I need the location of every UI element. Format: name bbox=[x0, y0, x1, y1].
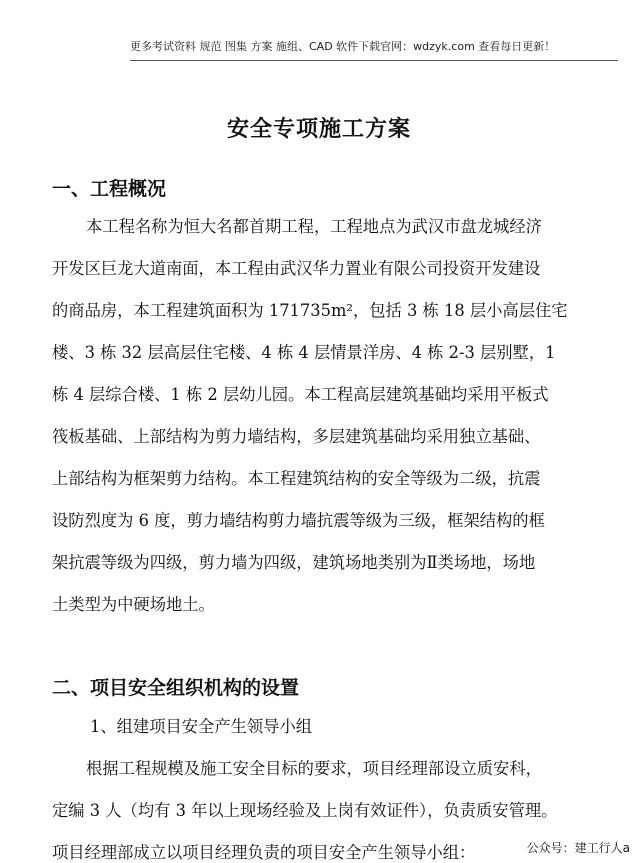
paragraph-line: 开发区巨龙大道南面，本工程由武汉华力置业有限公司投资开发建设 bbox=[52, 259, 541, 278]
paragraph-line: 栋 4 层综合楼、1 栋 2 层幼儿园。本工程高层建筑基础均采用平板式 bbox=[52, 385, 549, 404]
section-2-heading: 二、项目安全组织机构的设置 bbox=[52, 677, 300, 699]
paragraph-line: 设防烈度为 6 度，剪力墙结构剪力墙抗震等级为三级，框架结构的框 bbox=[52, 511, 545, 530]
paragraph-line: 的商品房，本工程建筑面积为 171735m²，包括 3 栋 18 层小高层住宅 bbox=[52, 301, 568, 320]
paragraph-line: 筏板基础、上部结构为剪力墙结构，多层建筑基础均采用独立基础、 bbox=[52, 427, 541, 446]
paragraph-line: 定编 3 人（均有 3 年以上现场经验及上岗有效证件），负责质安管理。 bbox=[52, 801, 558, 820]
paragraph-line: 上部结构为框架剪力结构。本工程建筑结构的安全等级为二级，抗震 bbox=[52, 469, 541, 488]
document-title: 安全专项施工方案 bbox=[226, 116, 411, 142]
paragraph-line: 架抗震等级为四级，剪力墙为四级，建筑场地类别为Ⅱ类场地，场地 bbox=[52, 553, 536, 572]
paragraph-line: 楼、3 栋 32 层高层住宅楼、4 栋 4 层情景洋房、4 栋 2-3 层别墅，1 bbox=[52, 343, 556, 362]
subsection-heading: 1、组建项目安全产生领导小组 bbox=[90, 717, 313, 736]
paragraph-line: 根据工程规模及施工安全目标的要求，项目经理部设立质安科， bbox=[86, 759, 542, 778]
paragraph-line: 土类型为中硬场地土。 bbox=[52, 595, 215, 614]
paragraph-line: 本工程名称为恒大名都首期工程，工程地点为武汉市盘龙城经济 bbox=[86, 217, 542, 236]
paragraph-line: 项目经理部成立以项目经理负责的项目安全产生领导小组： bbox=[52, 843, 476, 862]
watermark: 公众号：建工行人a bbox=[525, 838, 632, 857]
header-note: 更多考试资料 规范 图集 方案 施组、CAD 软件下载官网：wdzyk.com 查看每日更新！ bbox=[130, 38, 618, 61]
section-1-heading: 一、工程概况 bbox=[52, 178, 167, 200]
